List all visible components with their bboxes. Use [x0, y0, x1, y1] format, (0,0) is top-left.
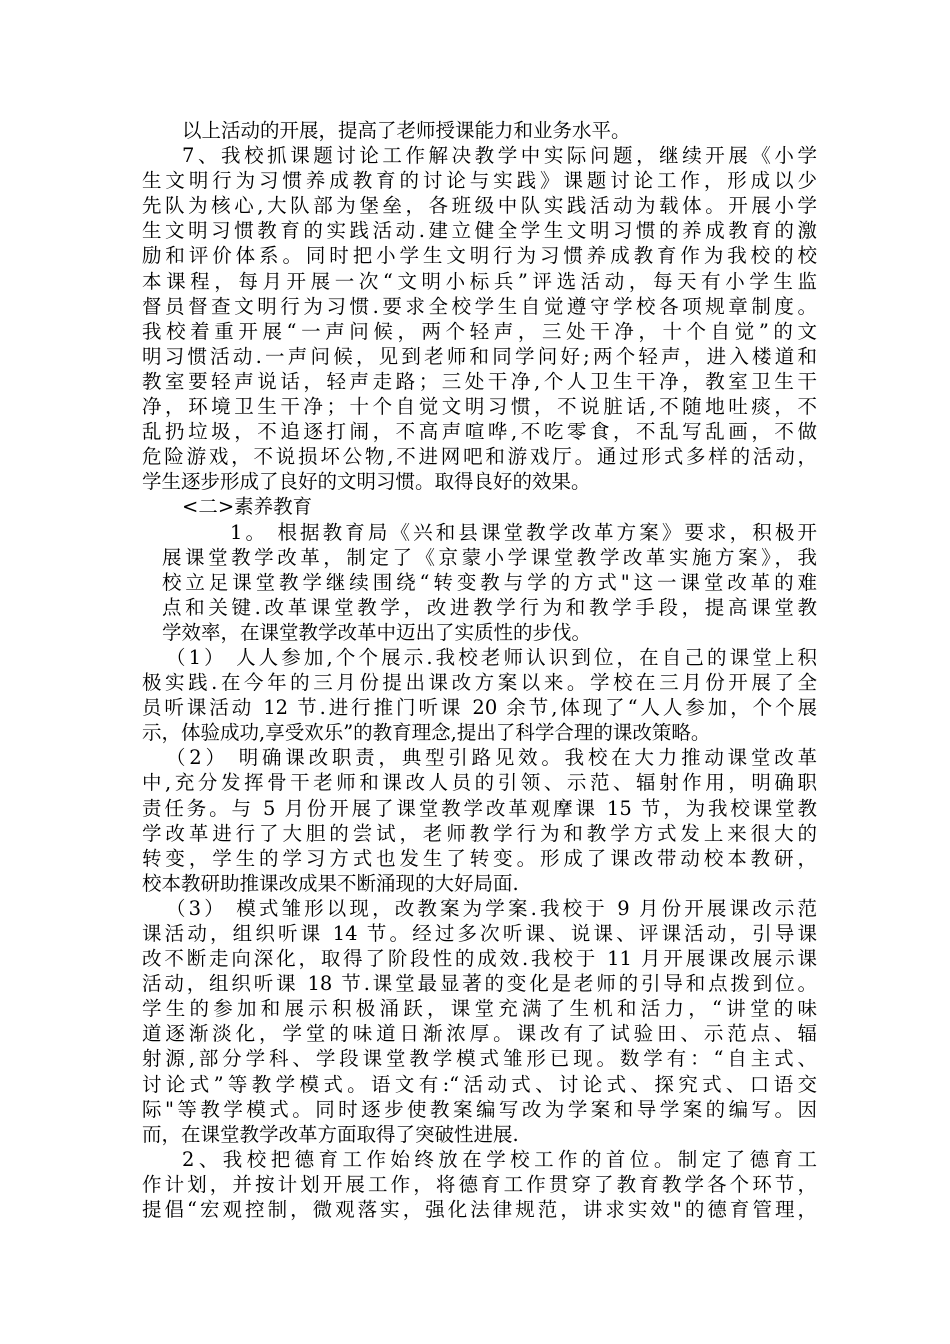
text-line: 道逐渐淡化，学堂的味道日渐浓厚。课改有了试验田、示范点、辐 [142, 1022, 817, 1046]
text-line: 际"等教学模式。同时逐步使教案编写改为学案和导学案的编写。因 [142, 1097, 817, 1121]
text-line: 励和评价体系。同时把小学生文明行为习惯养成教育作为我校的校 [142, 244, 817, 268]
text-line: 1。 根据教育局《兴和县课堂教学改革方案》要求，积极开 [230, 520, 817, 544]
text-line: （2） 明确课改职责，典型引路见效。我校在大力推动课堂改革 [166, 746, 817, 770]
text-line: 生文明行为习惯养成教育的讨论与实践》课题讨论工作，形成以少 [142, 169, 817, 193]
text-line: （1） 人人参加,个个展示.我校老师认识到位，在自己的课堂上积 [166, 645, 817, 669]
text-line: 净，环境卫生干净；十个自觉文明习惯，不说脏话,不随地吐痰，不 [142, 395, 817, 419]
text-line: 提倡“宏观控制，微观落实，强化法律规范，讲求实效"的德育管理， [142, 1198, 817, 1222]
text-line: 员听课活动 12 节.进行推门听课 20 余节,体现了“人人参加，个个展 [142, 696, 817, 720]
text-line: 点和关键.改革课堂教学，改进教学行为和教学手段，提高课堂教 [162, 595, 817, 619]
text-line: 生文明习惯教育的实践活动.建立健全学生文明习惯的养成教育的激 [142, 219, 817, 243]
text-line: 课活动，组织听课 14 节。经过多次听课、说课、评课活动，引导课 [142, 922, 817, 945]
text-line: 改不断走向深化，取得了阶段性的成效.我校于 11 月开展课改展示课 [142, 947, 817, 971]
text-line: 乱扔垃圾，不追逐打闹，不高声喧哗,不吃零食，不乱写乱画，不做 [142, 420, 817, 444]
text-line: 校立足课堂教学继续围绕“转变教与学的方式"这一课堂改革的难 [162, 570, 817, 594]
text-line: 2、我校把德育工作始终放在学校工作的首位。制定了德育工 [182, 1147, 817, 1171]
text-line: 督员督查文明行为习惯.要求全校学生自觉遵守学校各项规章制度。 [142, 294, 817, 318]
text-line: 校本教研助推课改成果不断涌现的大好局面. [142, 871, 519, 895]
text-line: 我校着重开展“一声问候，两个轻声，三处干净，十个自觉”的文 [142, 319, 817, 343]
text-line: 明习惯活动.一声问候，见到老师和同学问好;两个轻声，进入楼道和 [142, 344, 817, 368]
text-line: 活动，组织听课 18 节.课堂最显著的变化是老师的引导和点拨到位。 [142, 972, 817, 996]
text-line: 作计划，并按计划开展工作，将德育工作贯穿了教育教学各个环节， [142, 1172, 817, 1196]
text-line: 极实践.在今年的三月份提出课改方案以来。学校在三月份开展了全 [142, 671, 817, 695]
text-line: 学生的参加和展示积极涌跃，课堂充满了生机和活力，“讲堂的味 [142, 997, 817, 1021]
text-line: 教室要轻声说话，轻声走路；三处干净,个人卫生干净，教室卫生干 [142, 369, 817, 393]
text-line: 先队为核心,大队部为堡垒，各班级中队实践活动为载体。开展小学 [142, 194, 817, 218]
text-line: 中,充分发挥骨干老师和课改人员的引领、示范、辐射作用，明确职 [142, 771, 817, 795]
text-line: 7、我校抓课题讨论工作解决教学中实际问题，继续开展《小学 [182, 144, 817, 168]
text-line: （3） 模式雏形以现，改教案为学案.我校于 9 月份开展课改示范 [166, 896, 817, 920]
text-line: 以上活动的开展，提高了老师授课能力和业务水平。 [182, 119, 631, 142]
text-line: 展课堂教学改革，制定了《京蒙小学课堂教学改革实施方案》，我 [162, 545, 817, 569]
text-line: 学改革进行了大胆的尝试，老师教学行为和教学方式发上来很大的 [142, 821, 817, 845]
text-line: 而，在课堂教学改革方面取得了突破性进展. [142, 1122, 519, 1146]
text-line: 转变，学生的学习方式也发生了转变。形成了课改带动校本教研， [142, 846, 817, 870]
text-line: <二>素养教育 [182, 495, 313, 519]
text-line: 学生逐步形成了良好的文明习惯。取得良好的效果。 [142, 470, 591, 494]
text-line: 射源,部分学科、学段课堂教学模式雏形已现。数学有：“自主式、 [142, 1047, 817, 1071]
document-body [142, 118, 817, 1222]
text-line: 示，体验成功,享受欢乐”的教育理念,提出了科学合理的课改策略。 [142, 721, 711, 745]
text-line: 危险游戏，不说损坏公物,不进网吧和游戏厅。通过形式多样的活动， [142, 445, 817, 469]
text-line: 本课程，每月开展一次“文明小标兵”评选活动，每天有小学生监 [142, 269, 817, 293]
text-line: 讨论式”等教学模式。语文有:“活动式、讨论式、探究式、口语交 [142, 1072, 817, 1096]
text-line: 责任务。与 5 月份开展了课堂教学改革观摩课 15 节，为我校课堂教 [142, 796, 817, 820]
text-line: 学效率，在课堂教学改革中迈出了实质性的步伐。 [162, 620, 592, 644]
